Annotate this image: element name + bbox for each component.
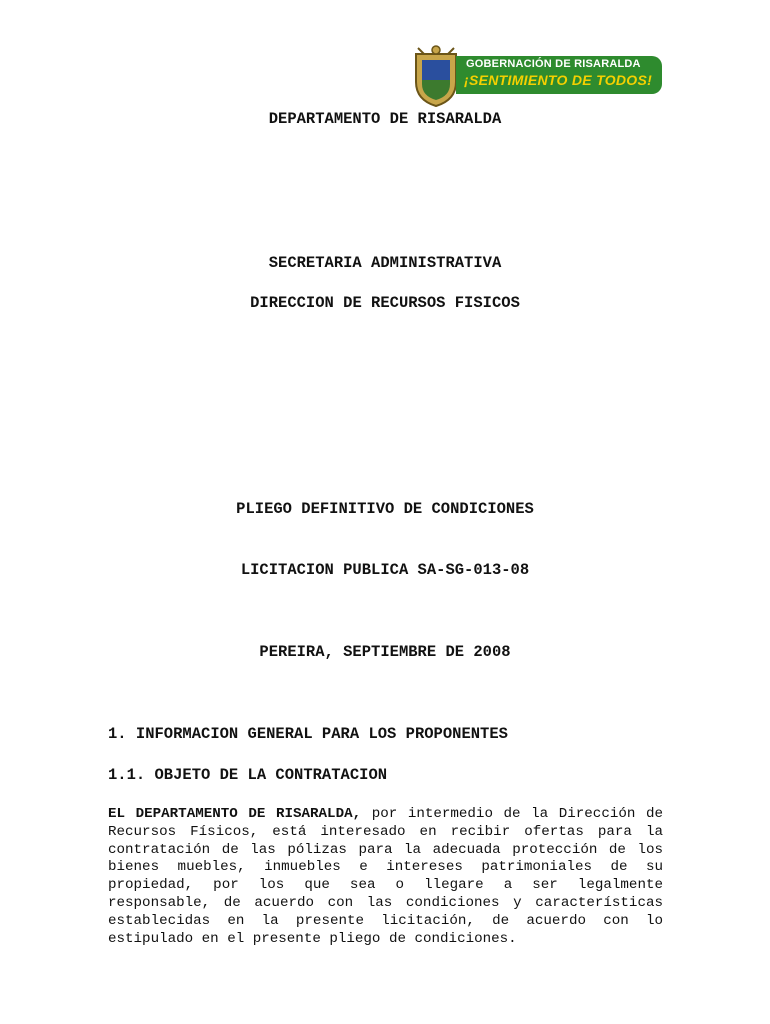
department-heading: DEPARTAMENTO DE RISARALDA [268,110,502,128]
document-title: PLIEGO DEFINITIVO DE CONDICIONES [236,500,534,518]
direction-heading: DIRECCION DE RECURSOS FISICOS [250,294,520,312]
logo-title: GOBERNACIÓN DE RISARALDA [466,58,641,70]
logo-slogan: ¡SENTIMIENTO DE TODOS! [464,72,653,88]
place-date: PEREIRA, SEPTIEMBRE DE 2008 [259,643,511,661]
coat-of-arms-icon [412,44,460,108]
section-1-1-heading: 1.1. OBJETO DE LA CONTRATACION [108,766,388,784]
paragraph-body: por intermedio de la Dirección de Recursos Físicos, está interesado en recibir ofertas para la contratación de las pólizas para la adecuada protección de los bienes muebles, inmuebles e intereses patrimoniales de su propiedad, por los que sea o llegare a ser legalmente responsable, de acuerdo con las condiciones y características establecidas en la presente licitación, de acuerdo con lo estipulado en el presente pliego de condiciones. [108,806,663,947]
section-1-heading: 1. INFORMACION GENERAL PARA LOS PROPONENTES [108,725,508,743]
secretariat-heading: SECRETARIA ADMINISTRATIVA [268,254,502,272]
object-paragraph [108,806,663,948]
gobernacion-logo [412,44,664,108]
paragraph-lead: EL DEPARTAMENTO DE RISARALDA, [108,806,362,822]
tender-number: LICITACION PUBLICA SA-SG-013-08 [240,561,530,579]
